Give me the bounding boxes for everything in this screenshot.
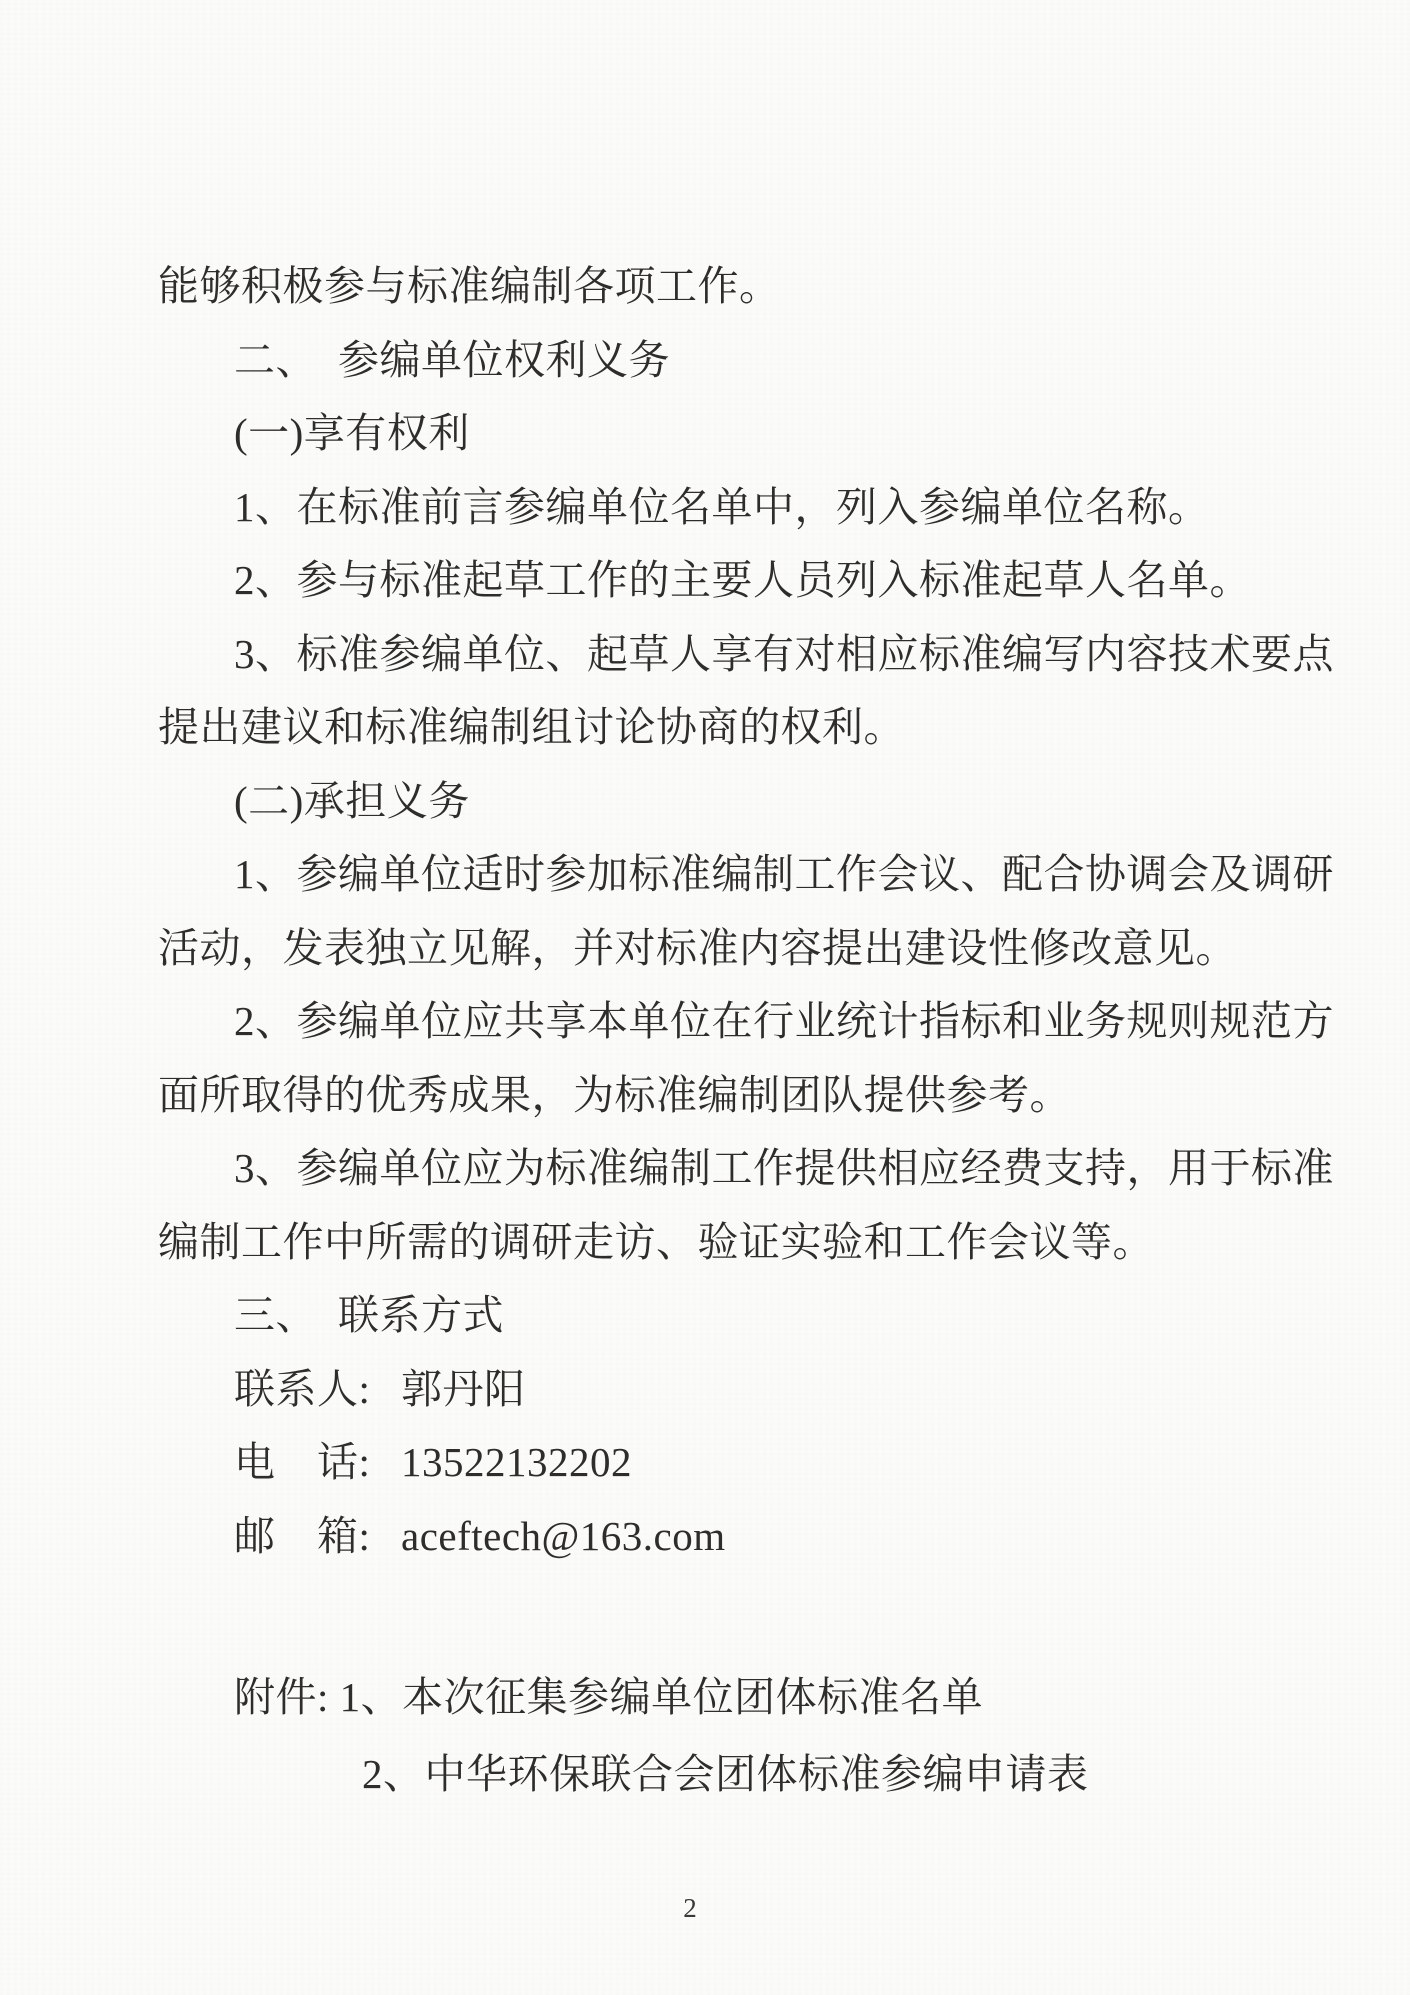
page-number: 2 [683,1893,697,1923]
document-line: 1、参编单位适时参加标准编制工作会议、配合协调会及调研 [234,851,1334,897]
attachments-block [0,1659,1410,1813]
contact-label: 电 话: [234,1439,371,1485]
document-line: 活动，发表独立见解，并对标准内容提出建设性修改意见。 [158,924,1237,971]
document-line [158,1500,1300,1574]
document-line [158,1426,1300,1500]
document-line: 提出建议和标准编制组讨论协商的权利。 [158,704,905,750]
document-line: 三、 联系方式 [234,1292,504,1338]
document-line: 编制工作中所需的调研走访、验证实验和工作会议等。 [158,1218,1154,1265]
contact-value: 13522132202 [401,1439,632,1485]
document-line: 1、在标准前言参编单位名单中，列入参编单位名称。 [234,483,1210,530]
contact-value: 郭丹阳 [401,1365,526,1412]
document-line: (一)享有权利 [234,410,470,456]
document-line: 2、参与标准起草工作的主要人员列入标准起草人名单。 [234,557,1251,603]
document-line: 2、中华环保联合会团体标准参编申请表 [362,1751,1089,1797]
document-line [158,1353,1300,1427]
document-line: (二)承担义务 [234,777,470,824]
document-line: 二、 参编单位权利义务 [234,336,670,383]
document-line: 3、参编单位应为标准编制工作提供相应经费支持，用于标准 [234,1145,1334,1191]
document-line: 能够积极参与标准编制各项工作。 [158,263,781,309]
contact-label: 邮 箱: [234,1512,371,1559]
document-line: 附件: 1、本次征集参编单位团体标准名单 [234,1674,984,1720]
contact-label: 联系人: [234,1365,371,1412]
document-line: 3、标准参编单位、起草人享有对相应标准编写内容技术要点 [234,630,1334,677]
document-line: 2、参编单位应共享本单位在行业统计指标和业务规则规范方 [234,998,1334,1044]
document-line: 面所取得的优秀成果，为标准编制团队提供参考。 [158,1071,1071,1118]
contact-value: aceftech@163.com [401,1512,726,1559]
